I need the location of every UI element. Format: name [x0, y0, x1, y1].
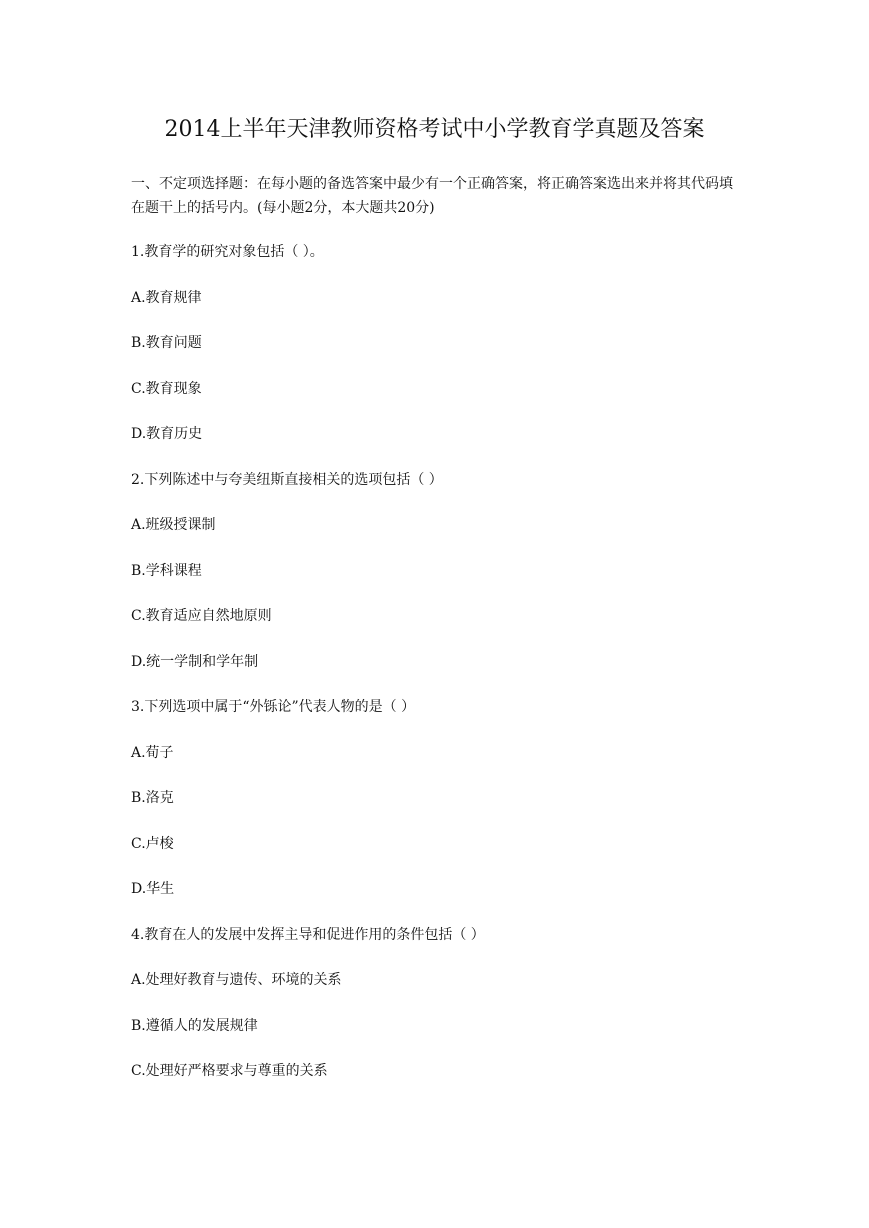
question-3-option-d: D.华生 [131, 881, 175, 897]
question-3-option-b: B.洛克 [131, 790, 174, 806]
question-4-option-c: C.处理好严格要求与尊重的关系 [131, 1063, 328, 1079]
question-2-option-d: D.统一学制和学年制 [131, 653, 259, 670]
question-4-option-b: B.遵循人的发展规律 [131, 1017, 258, 1034]
question-2-option-b: B.学科课程 [131, 562, 202, 579]
question-1-option-b: B.教育问题 [131, 335, 202, 351]
question-3-stem: 3.下列选项中属于“外铄论”代表人物的是（ ） [131, 699, 416, 715]
question-2-option-a: A.班级授课制 [131, 517, 216, 533]
question-1-option-a: A.教育规律 [131, 289, 202, 306]
question-list [131, 242, 743, 1107]
question-4-option-a: A.处理好教育与遗传、环境的关系 [131, 972, 342, 988]
question-2-option-c: C.教育适应自然地原则 [131, 608, 272, 624]
question-3-option-c: C.卢梭 [131, 835, 174, 852]
question-1-option-d: D.教育历史 [131, 426, 203, 442]
document-title: 2014上半年天津教师资格考试中小学教育学真题及答案 [164, 117, 705, 142]
question-2-stem: 2.下列陈述中与夸美纽斯直接相关的选项包括（ ） [131, 471, 443, 488]
question-1-option-c: C.教育现象 [131, 380, 202, 397]
question-4-stem: 4.教育在人的发展中发挥主导和促进作用的条件包括（ ） [131, 926, 485, 943]
section-instructions: 一、不定项选择题：在每小题的备选答案中最少有一个正确答案，将正确答案选出来并将其代码填在题干上的括号内。(每小题2分，本大题共20分) [131, 176, 733, 216]
question-1-stem: 1.教育学的研究对象包括（ ）。 [131, 244, 324, 260]
question-3-option-a: A.荀子 [131, 744, 174, 761]
